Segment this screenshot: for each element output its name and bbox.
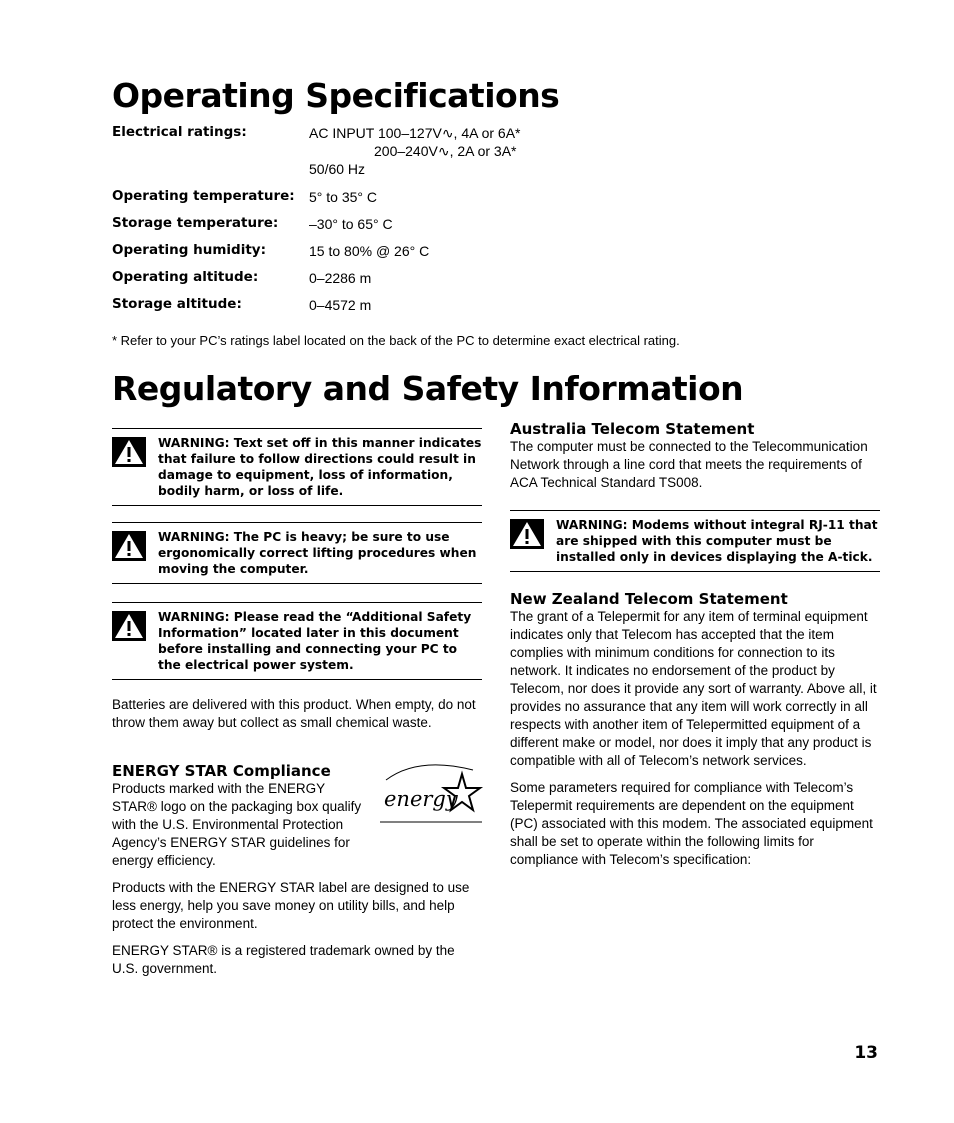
spec-value (309, 242, 429, 260)
warning-box (112, 428, 482, 506)
modem-warning-text: WARNING: Modems without integral RJ-11 that are shipped with this computer must be installed only in devices displaying the A-tick. (556, 518, 878, 564)
warning-icon (112, 611, 146, 641)
warning-text: WARNING: The PC is heavy; be sure to use ergonomically correct lifting procedures when moving the computer. (158, 530, 477, 576)
spec-value-line: 50/60 Hz (309, 161, 366, 177)
warning-box (112, 522, 482, 584)
spec-value-line: –30° to 65° C (309, 216, 393, 232)
spec-label: Operating temperature: (112, 188, 295, 204)
energy-star-paragraph-1: Products marked with the ENERGY STAR® logo on the packaging box qualify with the U.S. Environmental Protection Agency’s ENERGY STAR guidelines for energy efficiency. (112, 781, 362, 868)
batteries-paragraph: Batteries are delivered with this product. When empty, do not throw them away but collect as small chemical waste. (112, 697, 476, 730)
spec-value-line: 5° to 35° C (309, 189, 378, 205)
spec-label: Storage temperature: (112, 215, 279, 231)
spec-label: Operating altitude: (112, 269, 259, 285)
warning-icon (112, 531, 146, 561)
australia-telecom-paragraph: The computer must be connected to the Telecommunication Network through a line cord that meets the requirements of ACA Technical Standard TS008. (510, 439, 868, 490)
left-column (112, 428, 482, 978)
energy-star-paragraph-3: ENERGY STAR® is a registered trademark owned by the U.S. government. (112, 943, 455, 976)
electrical-rating-footnote: * Refer to your PC’s ratings label located on the back of the PC to determine exact electrical rating. (112, 333, 680, 348)
new-zealand-paragraph-1: The grant of a Telepermit for any item of terminal equipment indicates only that Telecom has accepted that the item complies with minimum conditions for connection to its network. It indicates no endorsement of the product by Telecom, nor does it provide any sort of warranty. Above all, it provides no assurance that any item will work correctly in all respects with another item of Telepermitted equipment of a different make or model, nor does it imply that any product is compatible with all of Telecom’s network services. (510, 609, 877, 768)
new-zealand-paragraph-2: Some parameters required for compliance with Telecom’s Telepermit requirements are dependent on the equipment (PC) associated with this modem. The associated equipment shall be set to operate within the following limits for compliance with Telecom’s specification: (510, 780, 873, 867)
spec-value (309, 215, 393, 233)
warning-box (112, 602, 482, 680)
page-title-operating-specifications: Operating Specifications (112, 76, 560, 115)
warning-icon (112, 437, 146, 467)
right-column (510, 420, 880, 869)
spec-value-line: 200–240V∿, 2A or 3A* (374, 143, 517, 159)
spec-value (309, 269, 371, 287)
spec-value (309, 188, 377, 206)
warning-text: WARNING: Please read the “Additional Safety Information” located later in this document before installing and connecting your PC to the electrical power system. (158, 610, 472, 672)
spec-value-line: 15 to 80% @ 26° C (309, 243, 430, 259)
spec-value-line: AC INPUT 100–127V∿, 4A or 6A* (309, 125, 521, 141)
energy-star-logo (378, 758, 484, 824)
spec-value (309, 296, 371, 314)
warning-icon (510, 519, 544, 549)
new-zealand-telecom-heading: New Zealand Telecom Statement (510, 590, 788, 608)
page-title-regulatory: Regulatory and Safety Information (112, 369, 744, 408)
modem-warning-box (510, 510, 880, 572)
spec-value-line: 0–4572 m (309, 297, 372, 313)
energy-star-paragraph-2: Products with the ENERGY STAR label are designed to use less energy, help you save money on utility bills, and help protect the environment. (112, 880, 470, 931)
spec-value-line: 0–2286 m (309, 270, 372, 286)
spec-value (309, 124, 520, 178)
energy-star-heading: ENERGY STAR Compliance (112, 762, 331, 780)
spec-label: Operating humidity: (112, 242, 266, 258)
australia-telecom-heading: Australia Telecom Statement (510, 420, 755, 438)
energy-logo-text: energy (384, 787, 458, 811)
warning-text: WARNING: Text set off in this manner indicates that failure to follow directions could result in damage to equipment, loss of information, bodily harm, or loss of life. (158, 436, 482, 498)
spec-label: Electrical ratings: (112, 124, 247, 140)
spec-label: Storage altitude: (112, 296, 242, 312)
page-number: 13 (854, 1043, 878, 1063)
